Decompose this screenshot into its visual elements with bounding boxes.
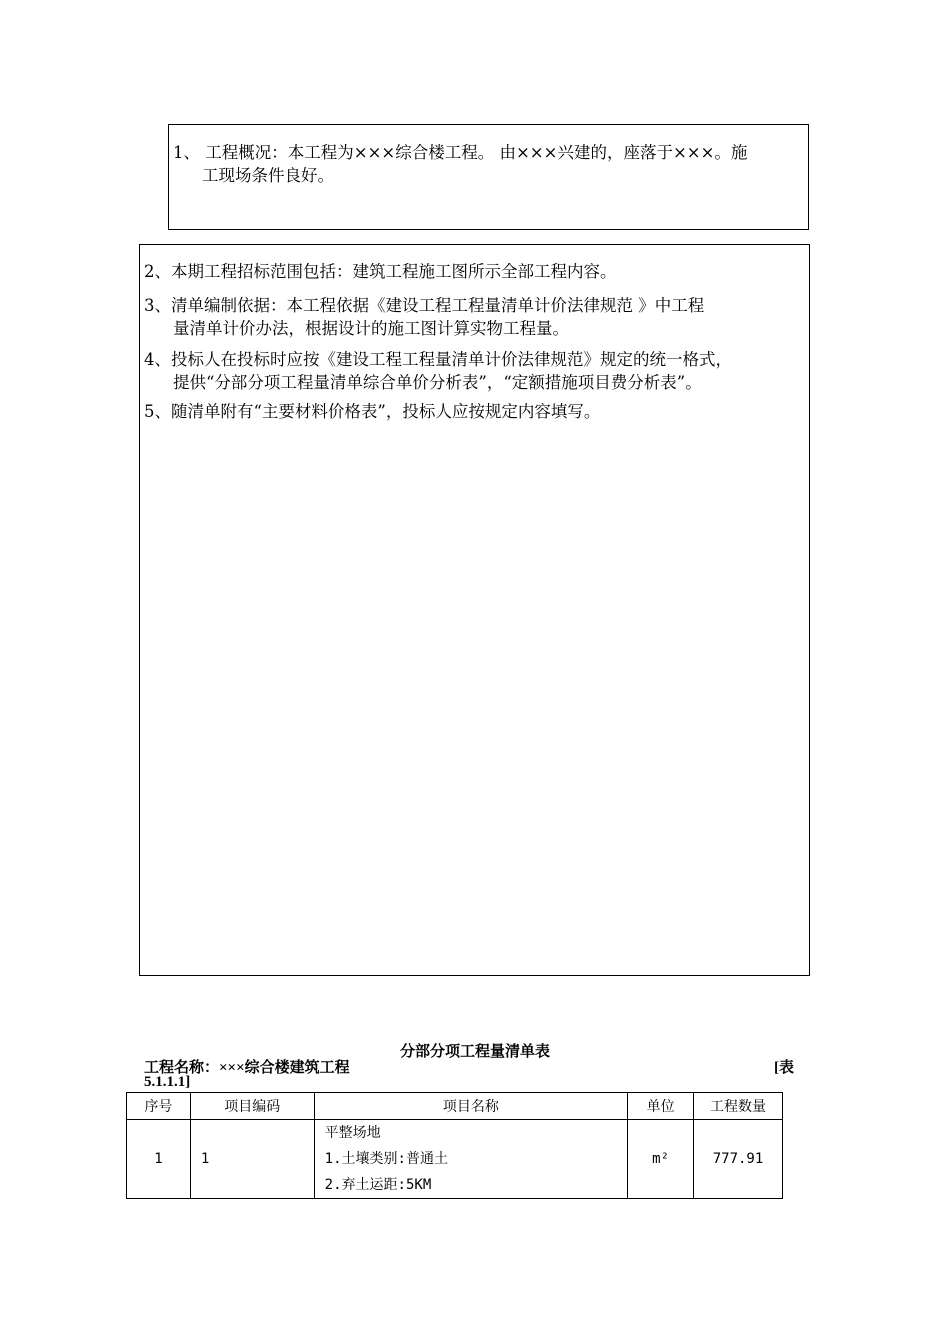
note-item-5-line1: 5、随清单附有“主要材料价格表”，投标人应按规定内容填写。	[144, 402, 601, 421]
note-item-4	[144, 348, 732, 394]
table-header-row	[127, 1093, 783, 1120]
note-item-2-line1: 2、本期工程招标范围包括：建筑工程施工图所示全部工程内容。	[144, 262, 617, 281]
note-item-3-line2: 量清单计价办法，根据设计的施工图计算实物工程量。	[173, 319, 569, 338]
form-number-part1: [表	[774, 1060, 794, 1076]
header-unit: 单位	[628, 1093, 694, 1120]
note-item-3-line1: 3、清单编制依据：本工程依据《建设工程工程量清单计价法律规范 》中工程	[144, 296, 705, 315]
header-name: 项目名称	[314, 1093, 627, 1120]
note-item-2	[144, 260, 617, 283]
note-item-4-line2: 提供“分部分项工程量清单综合单价分析表”，“定额措施项目费分析表”。	[173, 373, 702, 392]
header-code: 项目编码	[190, 1093, 314, 1120]
note-item-1-line2: 工现场条件良好。	[202, 166, 334, 185]
form-number-part2: 5.1.1.1]	[144, 1074, 191, 1090]
table-row	[127, 1120, 783, 1199]
note-item-1	[173, 141, 747, 187]
note-item-1-line1: 1、 工程概况：本工程为×××综合楼工程。 由×××兴建的，座落于×××。施	[173, 143, 748, 162]
cell-name-line: 2.弃土运距:5KM	[324, 1177, 432, 1193]
header-index: 序号	[127, 1093, 191, 1120]
bill-table	[126, 1092, 783, 1199]
note-item-4-line1: 4、投标人在投标时应按《建设工程工程量清单计价法律规范》规定的统一格式，	[144, 350, 732, 369]
cell-name-line: 1.土壤类别:普通土	[324, 1151, 448, 1167]
cell-name-line: 平整场地	[324, 1125, 381, 1141]
cell-quantity: 777.91	[694, 1120, 783, 1199]
project-name: 工程名称：×××综合楼建筑工程	[144, 1060, 350, 1076]
cell-name	[314, 1120, 627, 1199]
cell-unit: m²	[628, 1120, 694, 1199]
note-item-3	[144, 294, 704, 340]
note-item-5	[144, 400, 600, 423]
table-title: 分部分项工程量清单表	[399, 1044, 550, 1060]
cell-index: 1	[127, 1120, 191, 1199]
cell-code: 1	[190, 1120, 314, 1199]
header-quantity: 工程数量	[694, 1093, 783, 1120]
